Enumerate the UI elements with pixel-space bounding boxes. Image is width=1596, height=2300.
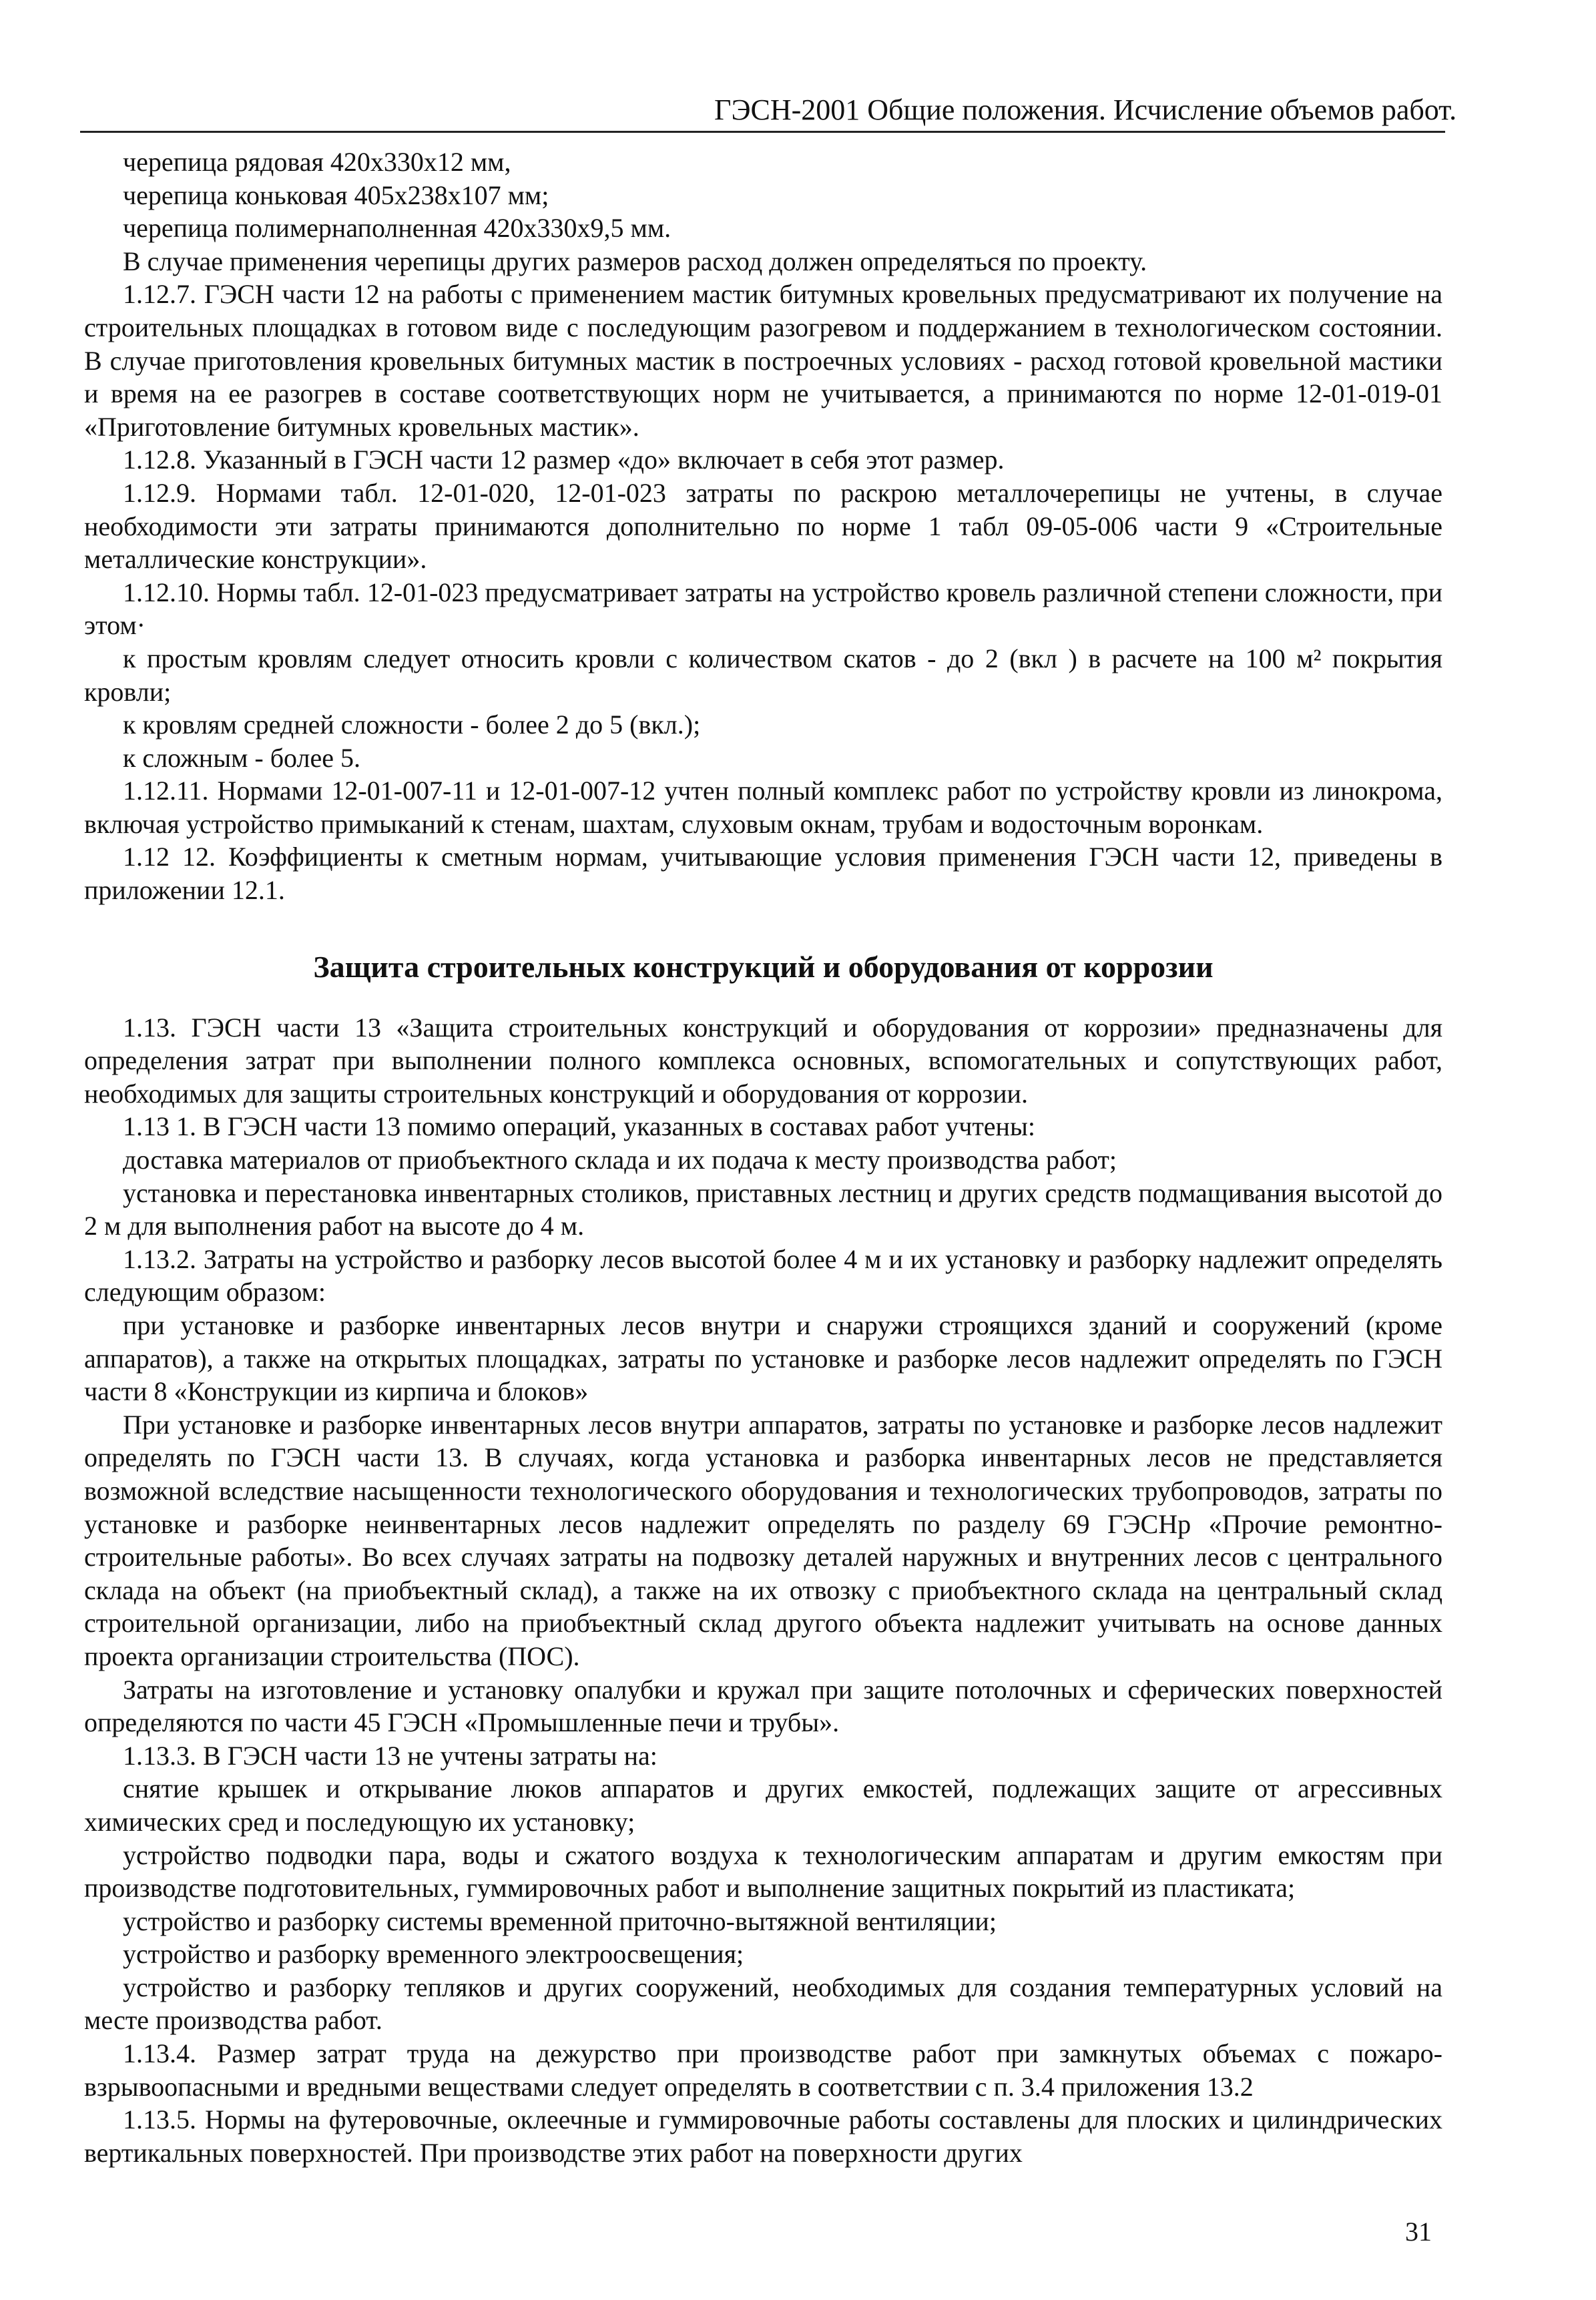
paragraph: 1.13 1. В ГЭСН части 13 помимо операций, указанных в составах работ учтены: bbox=[123, 1111, 1035, 1142]
paragraph: к кровлям средней сложности - более 2 до 5 (вкл.); bbox=[123, 709, 701, 740]
paragraph: 1.12.11. Нормами 12-01-007-11 и 12-01-007-12 учтен полный комплекс работ по устройству кровли из линокрома, включая устройство примыканий к стенам, шахтам, слуховым окнам, трубам и водосточным воронкам. bbox=[84, 776, 1442, 839]
paragraph: 1.12.7. ГЭСН части 12 на работы с применением мастик битумных кровельных предусматривают их получение на строительных площадках в готовом виде с последующим разогревом и поддержанием в технологическом состоянии. В случае приготовления кровельных битумных мастик в построечных условиях - расход готовой кровельной мастики и время на ее разогрев в составе соответствующих норм не учитывается, а принимаются по норме 12-01-019-01 «Приготовление битумных кровельных мастик». bbox=[84, 279, 1442, 442]
paragraph: черепица коньковая 405х238х107 мм; bbox=[123, 180, 549, 210]
paragraph: устройство подводки пара, воды и сжатого воздуха к технологическим аппаратам и другим емкостям при производстве подготовительных, гуммировочных работ и выполнение защитных покрытий из пластиката; bbox=[84, 1839, 1442, 1904]
paragraph: устройство и разборку временного электроосвещения; bbox=[123, 1939, 744, 1970]
paragraph: снятие крышек и открывание люков аппаратов и других емкостей, подлежащих защите от агрессивных химических сред и последующую их установку; bbox=[84, 1773, 1442, 1837]
paragraph: 1.13.2. Затраты на устройство и разборку лесов высотой более 4 м и их установку и разборку надлежит определять следующим образом: bbox=[84, 1243, 1442, 1308]
paragraph: при установке и разборке инвентарных лесов внутри и снаружи строящихся зданий и сооружений (кроме аппаратов), а также на открытых площадках, затраты по установке и разборке лесов надлежит определять по ГЭСН части 8 «Конструкции из кирпича и блоков» bbox=[84, 1310, 1442, 1407]
paragraph: к простым кровлям следует относить кровли с количеством скатов - до 2 (вкл ) в расчете на 100 м² покрытия кровли; bbox=[84, 643, 1442, 707]
paragraph: к сложным - более 5. bbox=[123, 742, 360, 773]
paragraph: 1.13.4. Размер затрат труда на дежурство при производстве работ при замкнутых объемах с пожаро-взрывоопасными и вредными веществами следует определять в соответствии с п. 3.4 приложения 13.2 bbox=[84, 2038, 1442, 2102]
paragraph: При установке и разборке инвентарных лесов внутри аппаратов, затраты по установке и разборке лесов надлежит определять по ГЭСН части 13. В случаях, когда установка и разборка инвентарных лесов не представляется возможной вследствие насыщенности технологического оборудования и технологических трубопроводов, затраты по установке и разборке неинвентарных лесов надлежит определять по разделу 69 ГЭСНр «Прочие ремонтно-строительные работы». Во всех случаях затраты на подвозку деталей наружных и внутренних лесов с центрального склада на объект (на приобъектный склад), а также на их отвозку с приобъектного склада на центральный склад строительной организации, либо на приобъектный склад другого объекта надлежит учитывать на основе данных проекта организации строительства (ПОС). bbox=[84, 1409, 1442, 1671]
paragraph: 1.12.8. Указанный в ГЭСН части 12 размер «до» включает в себя этот размер. bbox=[123, 445, 1005, 475]
paragraph: устройство и разборку тепляков и других сооружений, необходимых для создания температурных условий на месте производства работ. bbox=[84, 1972, 1442, 2036]
header-rule bbox=[80, 131, 1445, 133]
paragraph: черепица полимернаполненная 420х330х9,5 мм. bbox=[123, 213, 672, 244]
paragraph: устройство и разборку системы временной приточно-вытяжной вентиляции; bbox=[123, 1906, 997, 1936]
paragraph: 1.12.10. Нормы табл. 12-01-023 предусматривает затраты на устройство кровель различной степени сложности, при этом· bbox=[84, 577, 1442, 641]
paragraph: установка и перестановка инвентарных столиков, приставных лестниц и других средств подмащивания высотой до 2 м для выполнения работ на высоте до 4 м. bbox=[84, 1177, 1442, 1241]
paragraph: 1.13. ГЭСН части 13 «Защита строительных конструкций и оборудования от коррозии» предназначены для определения затрат при выполнении полного комплекса основных, вспомогательных и сопутствующих работ, необходимых для защиты строительных конструкций и оборудования от коррозии. bbox=[84, 1012, 1442, 1109]
paragraph: 1.13.3. В ГЭСН части 13 не учтены затраты на: bbox=[123, 1740, 657, 1771]
paragraph: Затраты на изготовление и установку опалубки и кружал при защите потолочных и сферических поверхностей определяются по части 45 ГЭСН «Промышленные печи и трубы». bbox=[84, 1674, 1442, 1738]
page-number: 31 bbox=[1405, 2217, 1432, 2247]
paragraph: В случае применения черепицы других размеров расход должен определяться по проекту. bbox=[123, 246, 1147, 276]
paragraph: 1.12 12. Коэффициенты к сметным нормам, учитывающие условия применения ГЭСН части 12, приведены в приложении 12.1. bbox=[84, 842, 1442, 906]
paragraph: 1.12.9. Нормами табл. 12-01-020, 12-01-023 затраты по раскрою металлочерепицы не учтены, в случае необходимости эти затраты принимаются дополнительно по норме 1 табл 09-05-006 части 9 «Строительные металлические конструкции». bbox=[84, 477, 1442, 575]
section-heading: Защита строительных конструкций и оборудования от коррозии bbox=[313, 949, 1214, 984]
paragraph: доставка материалов от приобъектного склада и их подача к месту производства работ; bbox=[123, 1145, 1117, 1175]
paragraph: черепица рядовая 420х330х12 мм, bbox=[123, 147, 511, 177]
paragraph: 1.13.5. Нормы на футеровочные, оклеечные и гуммировочные работы составлены для плоских и цилиндрических вертикальных поверхностей. При производстве этих работ на поверхности других bbox=[84, 2104, 1442, 2168]
document-body bbox=[84, 146, 1442, 2169]
running-header: ГЭСН-2001 Общие положения. Исчисление объемов работ. bbox=[714, 93, 1457, 126]
